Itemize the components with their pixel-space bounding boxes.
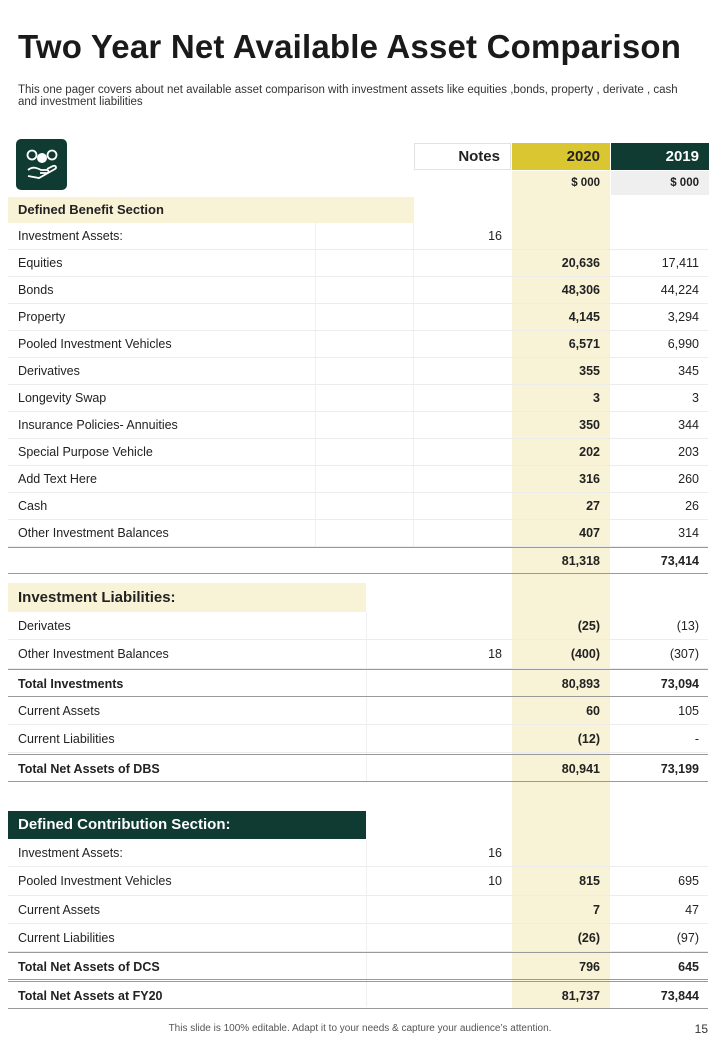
table-row: [8, 412, 708, 439]
year-2020-column-header: 2020: [512, 143, 610, 170]
footer-note: This slide is 100% editable. Adapt it to your needs & capture your audience’s attention.: [168, 1023, 552, 1034]
page-number: 15: [694, 1022, 708, 1036]
row-label: Longevity Swap: [18, 391, 107, 405]
benefit-table: [8, 223, 708, 573]
row-notes: 18: [488, 647, 502, 662]
row-label: Insurance Policies- Annuities: [18, 418, 178, 432]
row-v2019: 17,411: [661, 256, 699, 270]
row-v2019: 314: [678, 526, 699, 540]
defined-contribution-section-header: Defined Contribution Section:: [8, 811, 366, 839]
year-2019-column-header: 2019: [611, 143, 709, 170]
table-row: [8, 896, 708, 924]
table-row: [8, 697, 708, 725]
row-v2019: (307): [669, 647, 699, 662]
table-row: [8, 754, 708, 782]
row-v2019: -: [694, 732, 699, 747]
table-row: [8, 385, 708, 412]
row-label: Other Investment Balances: [18, 647, 169, 662]
table-row: [8, 304, 708, 331]
row-label: Equities: [18, 256, 63, 270]
row-v2020: (25): [577, 619, 600, 633]
row-v2019: 73,199: [660, 761, 699, 776]
page-title: Two Year Net Available Asset Comparison: [18, 28, 682, 65]
table-row: [8, 466, 708, 493]
row-label: Current Liabilities: [18, 930, 115, 945]
logo: [16, 139, 67, 190]
row-v2019: 645: [678, 960, 699, 975]
row-v2019: 73,844: [660, 988, 699, 1003]
row-v2019: 44,224: [660, 283, 699, 297]
table-row: [8, 493, 708, 520]
benefit-total-2019: 73,414: [660, 554, 699, 568]
row-v2020: (12): [577, 732, 600, 747]
row-label: Property: [18, 310, 66, 324]
row-v2020: (26): [577, 930, 600, 945]
row-v2019: 6,990: [667, 337, 699, 351]
notes-column-header: Notes: [414, 143, 511, 170]
benefit-total-2020: 81,318: [561, 554, 600, 568]
table-row: [8, 952, 708, 980]
row-label: Other Investment Balances: [18, 526, 169, 540]
defined-benefit-section-header: Defined Benefit Section: [8, 197, 414, 223]
row-notes: 10: [488, 874, 502, 889]
table-row: [8, 250, 708, 277]
row-label: Cash: [18, 499, 48, 513]
table-row: [8, 981, 708, 1009]
row-v2020: 815: [579, 874, 600, 889]
row-v2020: 80,941: [561, 761, 600, 776]
row-v2020: 407: [579, 526, 600, 540]
contribution-table: [8, 839, 708, 1009]
table-row: [8, 924, 708, 952]
table-row: [8, 669, 708, 697]
row-label: Add Text Here: [18, 472, 97, 486]
row-v2020: 796: [579, 960, 600, 975]
row-label: Special Purpose Vehicle: [18, 445, 153, 459]
table-row: [8, 867, 708, 895]
row-v2020: 60: [586, 703, 600, 718]
row-label: Pooled Investment Vehicles: [18, 337, 172, 351]
hand-with-coins-icon: [25, 148, 59, 182]
row-v2019: 260: [678, 472, 699, 486]
row-v2020: 48,306: [561, 283, 600, 297]
row-label: Current Liabilities: [18, 732, 115, 747]
row-v2020: 7: [593, 902, 600, 917]
row-v2020: 20,636: [561, 256, 600, 270]
row-v2020: 202: [579, 445, 600, 459]
row-v2019: 26: [685, 499, 699, 513]
table-row: [8, 439, 708, 466]
row-notes: 16: [488, 229, 502, 243]
table-row: [8, 223, 708, 250]
table-row: [8, 612, 708, 640]
table-row: [8, 520, 708, 547]
row-v2019: 3,294: [667, 310, 699, 324]
row-v2019: (13): [676, 619, 699, 633]
row-v2019: 345: [678, 364, 699, 378]
liabilities-table: [8, 612, 708, 784]
row-v2020: 350: [579, 418, 600, 432]
row-label: Current Assets: [18, 902, 100, 917]
row-label: Total Net Assets of DBS: [18, 761, 160, 776]
table-row: [8, 640, 708, 668]
row-label: Total Net Assets at FY20: [18, 988, 163, 1003]
row-notes: 16: [488, 846, 502, 860]
table-row: [8, 725, 708, 753]
row-label: Current Assets: [18, 703, 100, 718]
row-v2020: 81,737: [561, 988, 600, 1003]
row-v2020: 6,571: [568, 337, 600, 351]
page-subtitle: This one pager covers about net available asset comparison with investment assets like equities ,bonds, property , derivate , cash and investment liabilities: [18, 84, 678, 108]
row-v2020: 4,145: [568, 310, 600, 324]
row-v2019: 695: [678, 874, 699, 889]
row-v2020: 355: [579, 364, 600, 378]
row-v2019: 105: [678, 703, 699, 718]
row-label: Pooled Investment Vehicles: [18, 874, 172, 889]
row-label: Investment Assets:: [18, 229, 123, 243]
row-label: Derivatives: [18, 364, 80, 378]
row-label: Investment Assets:: [18, 846, 123, 860]
row-label: Bonds: [18, 283, 54, 297]
table-row: [8, 331, 708, 358]
row-v2019: (97): [676, 930, 699, 945]
table-row: [8, 358, 708, 385]
row-v2019: 203: [678, 445, 699, 459]
row-v2019: 47: [685, 902, 699, 917]
row-label: Total Investments: [18, 676, 124, 691]
row-v2019: 73,094: [660, 676, 699, 691]
table-row: [8, 277, 708, 304]
row-label: Total Net Assets of DCS: [18, 960, 160, 975]
benefit-total-row: [8, 547, 708, 574]
investment-liabilities-section-header: Investment Liabilities:: [8, 583, 366, 612]
row-v2020: 27: [586, 499, 600, 513]
row-v2019: 344: [678, 418, 699, 432]
row-v2020: 3: [593, 391, 600, 405]
table-row: [8, 839, 708, 867]
row-v2020: (400): [570, 647, 600, 662]
row-v2020: 80,893: [561, 676, 600, 691]
row-label: Derivates: [18, 619, 71, 633]
unit-2019-label: $ 000: [611, 171, 709, 195]
row-v2019: 3: [692, 391, 699, 405]
unit-2020-label: $ 000: [512, 171, 610, 195]
row-v2020: 316: [579, 472, 600, 486]
